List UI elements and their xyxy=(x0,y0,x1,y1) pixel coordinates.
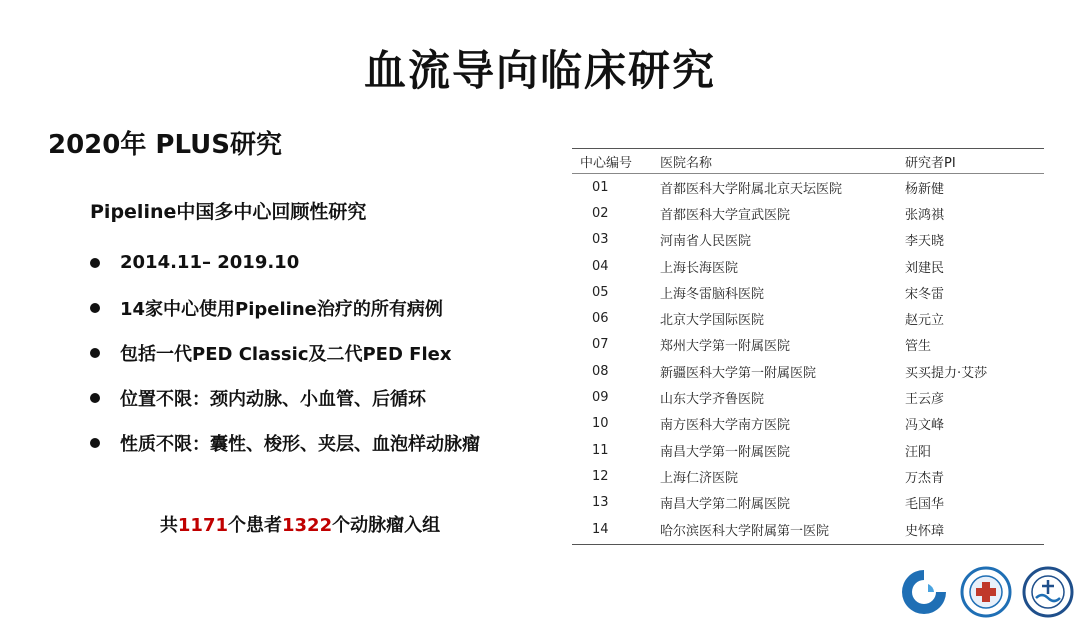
center-id: 13 xyxy=(592,495,609,511)
pi-name: 管生 xyxy=(905,339,932,355)
center-id: 12 xyxy=(592,468,609,484)
bullet-text: 位置不限：颈内动脉、小血管、后循环 xyxy=(120,388,426,410)
hospital-name: 新疆医科大学第一附属医院 xyxy=(660,365,817,381)
hospital-name: 山东大学齐鲁医院 xyxy=(660,392,765,408)
table-body xyxy=(572,174,1044,545)
bullet-dot-icon xyxy=(90,258,100,268)
table-row xyxy=(572,437,1044,463)
bullet-dot-icon xyxy=(90,303,100,313)
enrollment-summary xyxy=(0,511,600,537)
hospital-name: 上海仁济医院 xyxy=(660,470,739,486)
table-header xyxy=(572,148,1044,174)
hospital-name: 南昌大学第一附属医院 xyxy=(660,444,791,460)
bullet-dot-icon xyxy=(90,393,100,403)
pi-name: 杨新健 xyxy=(905,181,945,197)
bullet-item xyxy=(90,330,480,375)
hospital-name: 上海冬雷脑科医院 xyxy=(660,286,765,302)
hospital-name: 上海长海医院 xyxy=(660,260,739,276)
table-row xyxy=(572,516,1044,542)
center-id: 03 xyxy=(592,232,609,248)
table-row xyxy=(572,200,1044,226)
hospital-name: 哈尔滨医科大学附属第一医院 xyxy=(660,523,830,539)
hospital-name: 郑州大学第一附属医院 xyxy=(660,339,791,355)
bullet-item xyxy=(90,285,480,330)
hospital-name: 北京大学国际医院 xyxy=(660,313,765,329)
bullet-text: 包括一代PED Classic及二代PED Flex xyxy=(120,343,452,365)
aneurysm-count: 1322 xyxy=(282,515,333,536)
bullet-item xyxy=(90,375,480,420)
pi-name: 毛国华 xyxy=(905,497,945,513)
center-id: 09 xyxy=(592,390,609,406)
patient-count: 1171 xyxy=(177,515,228,536)
table-row xyxy=(572,279,1044,305)
bullet-dot-icon xyxy=(90,348,100,358)
table-row xyxy=(572,305,1044,331)
slide-title: 血流导向临床研究 xyxy=(363,46,716,95)
hospital-name: 南昌大学第二附属医院 xyxy=(660,497,791,513)
pi-name: 万杰青 xyxy=(905,470,945,486)
center-id: 02 xyxy=(592,205,609,221)
pi-name: 刘建民 xyxy=(905,260,945,276)
hospital-seal-logo-icon xyxy=(1022,566,1074,618)
bullet-list xyxy=(90,240,480,465)
center-id: 04 xyxy=(592,258,609,274)
table-row xyxy=(572,227,1044,253)
institution-logo-blue-swirl-icon xyxy=(898,566,950,618)
table-row xyxy=(572,384,1044,410)
pi-name: 冯文峰 xyxy=(905,418,945,434)
pi-name: 宋冬雷 xyxy=(905,286,945,302)
bullet-text: 2014.11– 2019.10 xyxy=(120,252,300,273)
center-id: 11 xyxy=(592,442,609,458)
pi-name: 买买提力·艾莎 xyxy=(905,365,988,381)
table-row xyxy=(572,332,1044,358)
study-lead: Pipeline中国多中心回顾性研究 xyxy=(90,201,367,223)
table-row xyxy=(572,490,1044,516)
pi-name: 汪阳 xyxy=(905,444,932,460)
summary-prefix: 共 xyxy=(159,515,178,536)
table-row xyxy=(572,358,1044,384)
table-row xyxy=(572,253,1044,279)
hospital-name: 首都医科大学附属北京天坛医院 xyxy=(660,181,843,197)
table-row xyxy=(572,463,1044,489)
pi-name: 史怀璋 xyxy=(905,523,945,539)
table-row xyxy=(572,411,1044,437)
center-table xyxy=(572,148,1044,545)
bullet-dot-icon xyxy=(90,438,100,448)
header-hospital: 医院名称 xyxy=(660,155,713,171)
center-id: 07 xyxy=(592,337,609,353)
bullet-text: 14家中心使用Pipeline治疗的所有病例 xyxy=(120,298,443,320)
pi-name: 张鸿祺 xyxy=(905,207,945,223)
summary-suffix: 个动脉瘤入组 xyxy=(332,515,441,536)
bullet-text: 性质不限：囊性、梭形、夹层、血泡样动脉瘤 xyxy=(120,433,480,455)
header-pi: 研究者PI xyxy=(905,155,956,171)
center-id: 01 xyxy=(592,179,609,195)
hospital-name: 南方医科大学南方医院 xyxy=(660,418,791,434)
center-id: 08 xyxy=(592,363,609,379)
hospital-name: 首都医科大学宣武医院 xyxy=(660,207,791,223)
logo-strip xyxy=(898,566,1074,618)
university-seal-logo-icon xyxy=(960,566,1012,618)
center-id: 05 xyxy=(592,284,609,300)
summary-middle: 个患者 xyxy=(228,515,282,536)
pi-name: 王云彦 xyxy=(905,392,945,408)
study-subtitle: 2020年 PLUS研究 xyxy=(48,130,282,160)
header-center-id: 中心编号 xyxy=(580,155,633,171)
pi-name: 赵元立 xyxy=(905,313,945,329)
center-id: 10 xyxy=(592,416,609,432)
hospital-name: 河南省人民医院 xyxy=(660,234,752,250)
center-id: 14 xyxy=(592,521,609,537)
pi-name: 李天晓 xyxy=(905,234,945,250)
bullet-item xyxy=(90,420,480,465)
center-id: 06 xyxy=(592,311,609,327)
bullet-item xyxy=(90,240,480,285)
table-row xyxy=(572,174,1044,200)
